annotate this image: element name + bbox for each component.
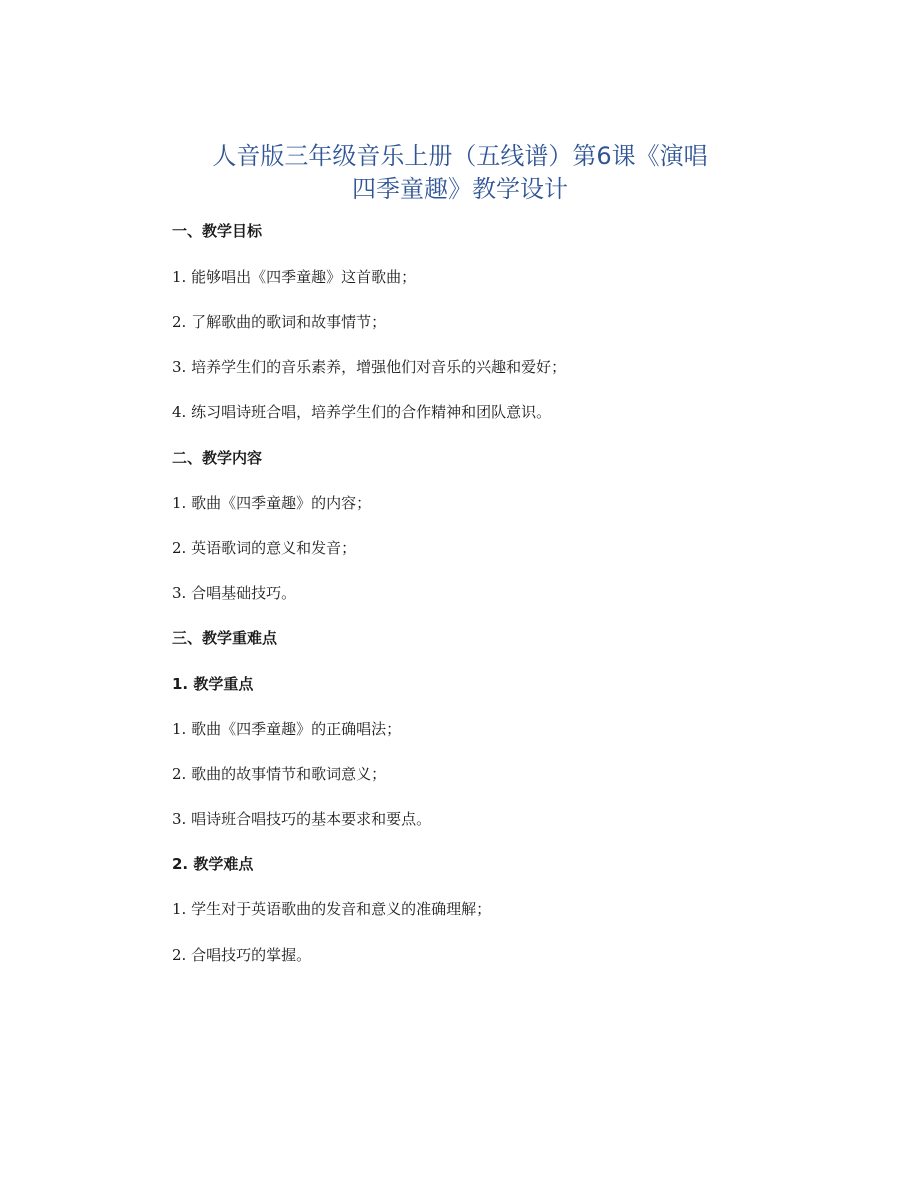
section-heading-objectives: 一、教学目标 [172,222,263,240]
subsection-heading-key-points: 1. 教学重点 [172,675,254,693]
objective-item: 3. 培养学生们的音乐素养，增强他们对音乐的兴趣和爱好； [172,358,567,376]
content-item: 3. 合唱基础技巧。 [172,584,297,602]
difficult-point-item: 2. 合唱技巧的掌握。 [172,946,312,964]
key-point-item: 1. 歌曲《四季童趣》的正确唱法； [172,720,402,738]
title-line-1: 人音版三年级音乐上册（五线谱）第6课《演唱 [212,142,708,170]
key-point-item: 2. 歌曲的故事情节和歌词意义； [172,765,387,783]
section-heading-key-difficult-points: 三、教学重难点 [172,629,278,647]
document-title [0,140,920,206]
objective-item: 2. 了解歌曲的歌词和故事情节； [172,313,387,331]
objective-item: 1. 能够唱出《四季童趣》这首歌曲； [172,268,417,286]
objective-item: 4. 练习唱诗班合唱，培养学生们的合作精神和团队意识。 [172,403,552,421]
section-heading-content: 二、教学内容 [172,449,263,467]
content-item: 1. 歌曲《四季童趣》的内容； [172,494,372,512]
key-point-item: 3. 唱诗班合唱技巧的基本要求和要点。 [172,810,432,828]
content-item: 2. 英语歌词的意义和发音； [172,539,357,557]
title-line-2: 四季童趣》教学设计 [352,175,568,203]
subsection-heading-difficult-points: 2. 教学难点 [172,855,254,873]
difficult-point-item: 1. 学生对于英语歌曲的发音和意义的准确理解； [172,900,492,918]
